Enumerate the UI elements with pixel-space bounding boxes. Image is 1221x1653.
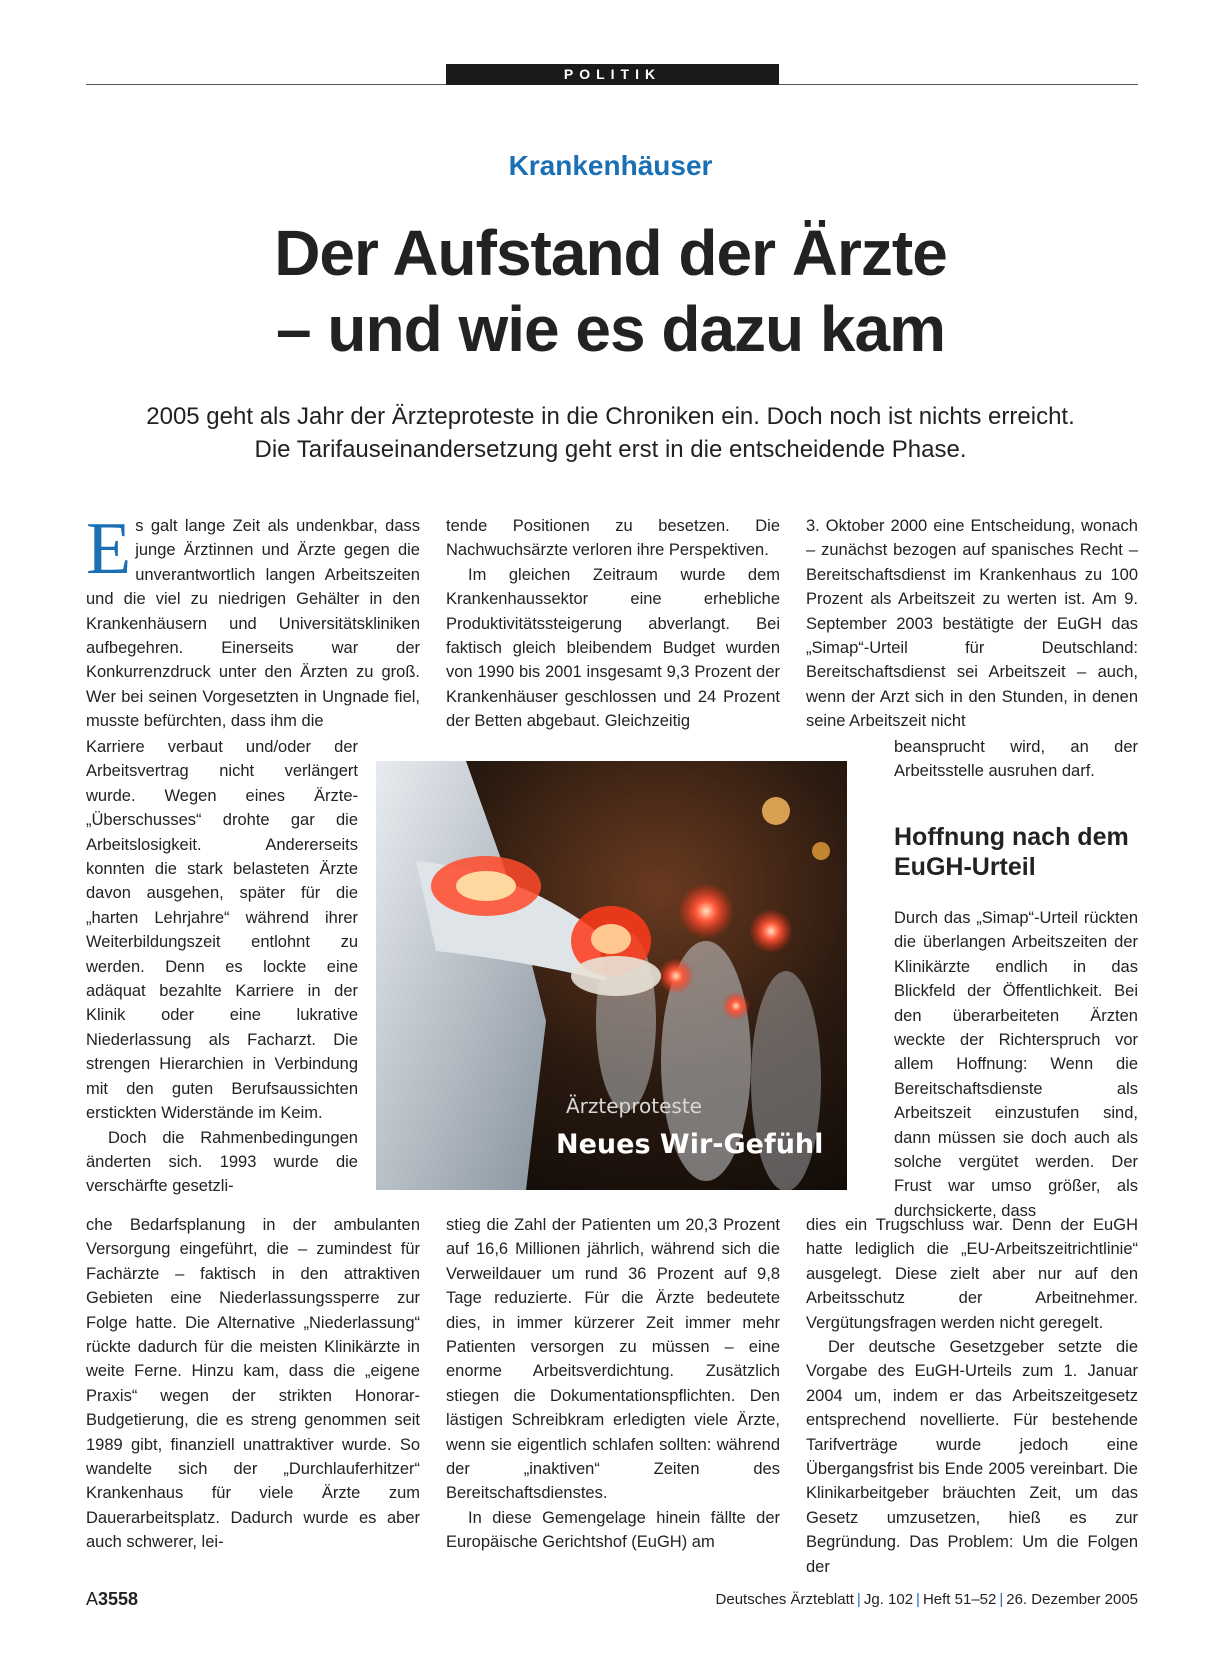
lead-line-2: Die Tarifauseinandersetzung geht erst in die entscheidende Phase. — [254, 436, 967, 463]
journal-name: Deutsches Ärzteblatt — [715, 1591, 854, 1608]
column-3-middle-1 — [894, 735, 1138, 784]
headline-line-2: – und wie es dazu kam — [276, 293, 945, 365]
page-prefix: A — [86, 1589, 99, 1609]
column-2-top — [446, 514, 780, 734]
column-3-bottom — [806, 1213, 1138, 1579]
col2-top-paragraph-1: tende Positionen zu besetzen. Die Nachwuchsärzte verloren ihre Perspektiven. — [446, 517, 780, 560]
column-2-bottom — [446, 1213, 780, 1555]
subheading: Hoffnung nach dem EuGH-Urteil — [894, 823, 1129, 881]
photo-caption-1: Ärzteproteste — [566, 1094, 702, 1118]
page-number-value: 3558 — [98, 1589, 139, 1609]
photo-caption-2: Neues Wir-Gefühl — [556, 1129, 824, 1160]
issue: Heft 51–52 — [922, 1591, 997, 1608]
lead-line-1: 2005 geht als Jahr der Ärzteproteste in die Chroniken ein. Doch noch ist nichts erreicht. — [146, 403, 1075, 430]
col1-bottom-text: che Bedarfsplanung in der ambulanten Versorgung eingeführt, die – zumindest für Fachärzte – faktisch in den attraktiven Gebieten eine Niederlassungssperre zur Folge hatte. Die Alternative „Niederlassung“ rückte dadurch für die meisten Klinikärzte in weite Ferne. Hinzu kam, dass die „eigene Praxis“ wegen der strikten Honorar-Budgetierung, die es streng genommen seit 1989 gibt, finanziell unattraktiver wurde. So wandelte sich der „Durchlauferhitzer“ Krankenhaus für viele Ärzte zum Dauerarbeitsplatz. Dadurch wurde es aber auch schwerer, lei- — [86, 1216, 420, 1552]
column-1-bottom — [86, 1213, 420, 1555]
column-3-middle-2 — [894, 906, 1138, 1223]
col1-mid-paragraph-2: Doch die Rahmenbedingungen änderten sich. 1993 wurde die verschärfte gesetzli- — [86, 1128, 358, 1196]
protest-photo — [376, 761, 847, 1190]
date: 26. Dezember 2005 — [1006, 1591, 1138, 1608]
separator: | — [856, 1591, 861, 1608]
footer-citation — [716, 1591, 1138, 1608]
separator: | — [916, 1591, 920, 1608]
col1-mid-paragraph-1: Karriere verbaut und/oder der Arbeitsvertrag nicht verlängert wurde. Wegen eines Ärzte-„Überschusses“ drohte gar die Arbeitslosigkeit. Andererseits konnten die stark belasteten Ärzte davon ausgehen, später für die „harten Lehrjahre“ während ihrer Weiterbildungszeit entlohnt zu werden. Denn es lockte eine adäquat bezahlte Karriere in der Klinik oder eine lukrative Niederlassung als Facharzt. Die strengen Hierarchien in Verbindung mit den guten Berufsaussichten erstickten Widerstände im Keim. — [86, 738, 358, 1123]
col3-mid2-text: Durch das „Simap“-Urteil rückten die überlangen Arbeitszeiten der Klinikärzte endlich in das Blickfeld der Öffentlichkeit. Bei den überarbeiteten Ärzten weckte der Richterspruch vor allem Hoffnung: Wenn die Bereitschaftsdienste als Arbeitszeit einzustufen sind, dann müssen sie doch auch als solche vergütet werden. Der Frust war umso größer, als durchsickerte, dass — [894, 909, 1138, 1220]
col3-bottom-paragraph-1: dies ein Trugschluss war. Denn der EuGH hatte lediglich die „EU-Arbeitszeitrichtlinie“ ausgelegt. Diese zielt aber nur auf den Arbeitsschutz der Arbeitnehmer. Vergütungsfragen werden nicht geregelt. — [806, 1216, 1138, 1332]
headline — [0, 215, 1221, 367]
photo-illustration — [376, 761, 847, 1190]
col2-bottom-paragraph-2: In diese Gemengelage hinein fällte der Europäische Gerichtshof (EuGH) am — [446, 1508, 780, 1552]
col3-bottom-paragraph-2: Der deutsche Gesetzgeber setzte die Vorgabe des EuGH-Urteils zum 1. Januar 2004 um, indem er das Arbeitszeitgesetz entsprechend novellierte. Für bestehende Tarifverträge wurde jedoch eine Übergangsfrist bis Ende 2005 vereinbart. Die Klinikarbeitgeber bräuchten Zeit, um das Gesetz umzusetzen, hieß es zur Begründung. Das Problem: Um die Folgen der — [806, 1338, 1138, 1576]
headline-line-1: Der Aufstand der Ärzte — [274, 217, 947, 289]
column-3-top — [806, 514, 1138, 734]
col3-top-text: 3. Oktober 2000 eine Entscheidung, wonach – zunächst bezogen auf spanisches Recht – Bereitschaftsdienst im Krankenhaus zu 100 Prozent als Arbeitszeit zu werten ist. Am 9. September 2003 bestätigte der EuGH das „Simap“-Urteil für Deutschland: Bereitschaftsdienst sei Arbeitszeit – auch, wenn der Arzt sich in den Stunden, in denen seine Arbeitszeit nicht — [806, 517, 1138, 731]
col1-top-text: s galt lange Zeit als undenkbar, dass junge Ärztinnen und Ärzte gegen die unverantwortlich langen Arbeitszeiten und die viel zu niedrigen Gehälter in den Krankenhäusern und Universitätskliniken aufbegehren. Einerseits war der Konkurrenzdruck unter den Ärzten zu groß. Wer bei seinen Vorgesetzten in Ungnade fiel, musste befürchten, dass ihm die — [86, 517, 420, 731]
section-label: POLITIK — [446, 64, 779, 85]
drop-cap: E — [86, 508, 132, 590]
page-number — [86, 1589, 138, 1610]
col2-top-paragraph-2: Im gleichen Zeitraum wurde dem Krankenhaussektor eine erhebliche Produktivitätssteigerung abverlangt. Bei faktisch gleich bleibendem Budget wurden von 1990 bis 2001 insgesamt 9,3 Prozent der Krankenhäuser geschlossen und 24 Prozent der Betten abgebaut. Gleichzeitig — [446, 565, 780, 731]
volume: Jg. 102 — [863, 1591, 914, 1608]
col3-mid1-text: beansprucht wird, an der Arbeitsstelle ausruhen darf. — [894, 738, 1138, 781]
column-1-middle — [86, 735, 358, 1199]
lead-paragraph — [0, 400, 1221, 466]
separator: | — [999, 1591, 1004, 1608]
col2-bottom-paragraph-1: stieg die Zahl der Patienten um 20,3 Prozent auf 16,6 Millionen jährlich, während sich die Verweildauer um rund 36 Prozent auf 9,8 Tage reduzierte. Für die Ärzte bedeutete dies, in immer kürzerer Zeit immer mehr Patienten versorgen zu müssen – eine enorme Arbeitsverdichtung. Zusätzlich stiegen die Dokumentationspflichten. Den lästigen Schreibkram erledigten viele Ärzte, wenn sie eigentlich schlafen sollten: während der „inaktiven“ Zeiten des Bereitschaftsdienstes. — [446, 1216, 780, 1503]
column-1-top — [86, 508, 420, 734]
kicker: Krankenhäuser — [508, 150, 713, 181]
